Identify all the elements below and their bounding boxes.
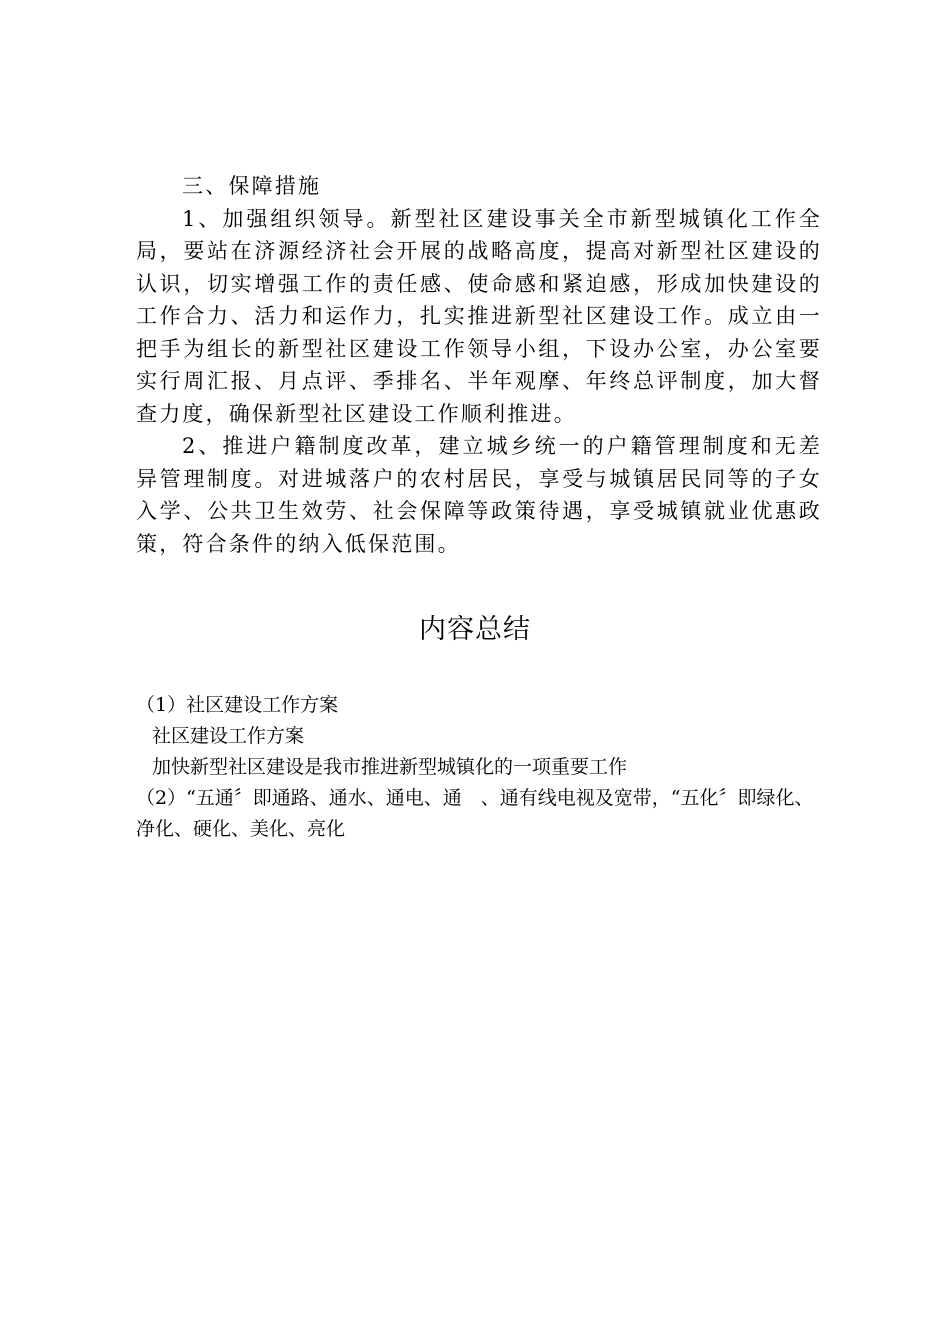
summary-item-1-title: 社区建设工作方案: [152, 725, 305, 747]
summary-item-2: （2）“五通〞即通路、通水、通电、通 、通有线电视及宽带，“五化〞即绿化、净化、硬化、美化、亮化: [136, 787, 814, 840]
summary-section: [136, 690, 826, 845]
summary-item-1-detail: 加快新型社区建设是我市推进新型城镇化的一项重要工作: [152, 756, 628, 778]
summary-title: 内容总结: [419, 614, 531, 645]
body-text: [136, 170, 822, 560]
paragraph-organization-leadership: 1、加强组织领导。新型社区建设事关全市新型城镇化工作全局，要站在济源经济社会开展的战略高度，提高对新型社区建设的认识，切实增强工作的责任感、使命感和紧迫感，形成加快建设的工作合力、活力和运作力，扎实推进新型社区建设工作。成立由一把手为组长的新型社区建设工作领导小组，下设办公室，办公室要实行周汇报、月点评、季排名、半年观摩、年终总评制度，加大督查力度，确保新型社区建设工作顺利推进。: [136, 206, 822, 426]
summary-item-1: （1）社区建设工作方案: [136, 694, 339, 716]
paragraph-household-registration-reform: 2、推进户籍制度改革，建立城乡统一的户籍管理制度和无差异管理制度。对进城落户的农村居民，享受与城镇居民同等的子女入学、公共卫生效劳、社会保障等政策待遇，享受城镇就业优惠政策，符合条件的纳入低保范围。: [136, 434, 822, 556]
section-heading: 三、保障措施: [182, 174, 322, 198]
